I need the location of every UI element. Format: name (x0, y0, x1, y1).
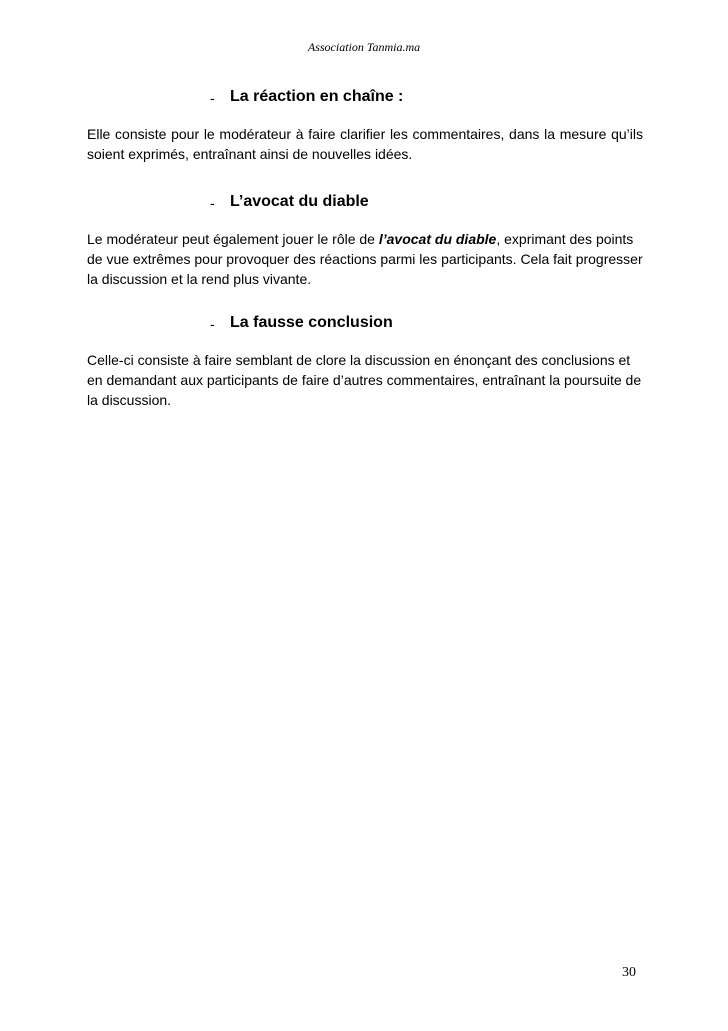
section-heading-text: La réaction en chaîne : (230, 88, 404, 105)
section-avocat-du-diable (87, 193, 643, 289)
section-paragraph: Elle consiste pour le modérateur à faire clarifier les commentaires, dans la mesure qu’ils soient exprimés, entraînant ainsi de nouvelles idées. (87, 126, 643, 162)
section-reaction-en-chaine (87, 88, 643, 164)
bullet-dash: - (210, 195, 215, 211)
paragraph-emphasis: l’avocat du diable (378, 231, 497, 247)
section-fausse-conclusion (87, 314, 643, 410)
section-heading (87, 193, 643, 215)
section-heading-text: L’avocat du diable (230, 193, 369, 210)
paragraph-text-after: , exprimant des points de vue extrêmes pour provoquer des réactions parmi les participants. Cela fait progresser la discussion et la rend plus vivante. (87, 231, 643, 287)
bullet-dash: - (210, 90, 215, 106)
section-heading-text: La fausse conclusion (230, 314, 393, 331)
bullet-dash: - (210, 316, 215, 332)
page-header: Association Tanmia.ma (307, 40, 421, 54)
section-paragraph: Celle-ci consiste à faire semblant de clore la discussion en énonçant des conclusions et en demandant aux participants de faire d’autres commentaires, entraînant la poursuite de la discussion. (87, 352, 642, 408)
page-number: 30 (622, 965, 636, 980)
paragraph-text-before: Le modérateur peut également jouer le rôle de (87, 231, 379, 247)
section-paragraph (87, 229, 643, 289)
section-heading (87, 314, 643, 336)
section-heading (87, 88, 643, 110)
